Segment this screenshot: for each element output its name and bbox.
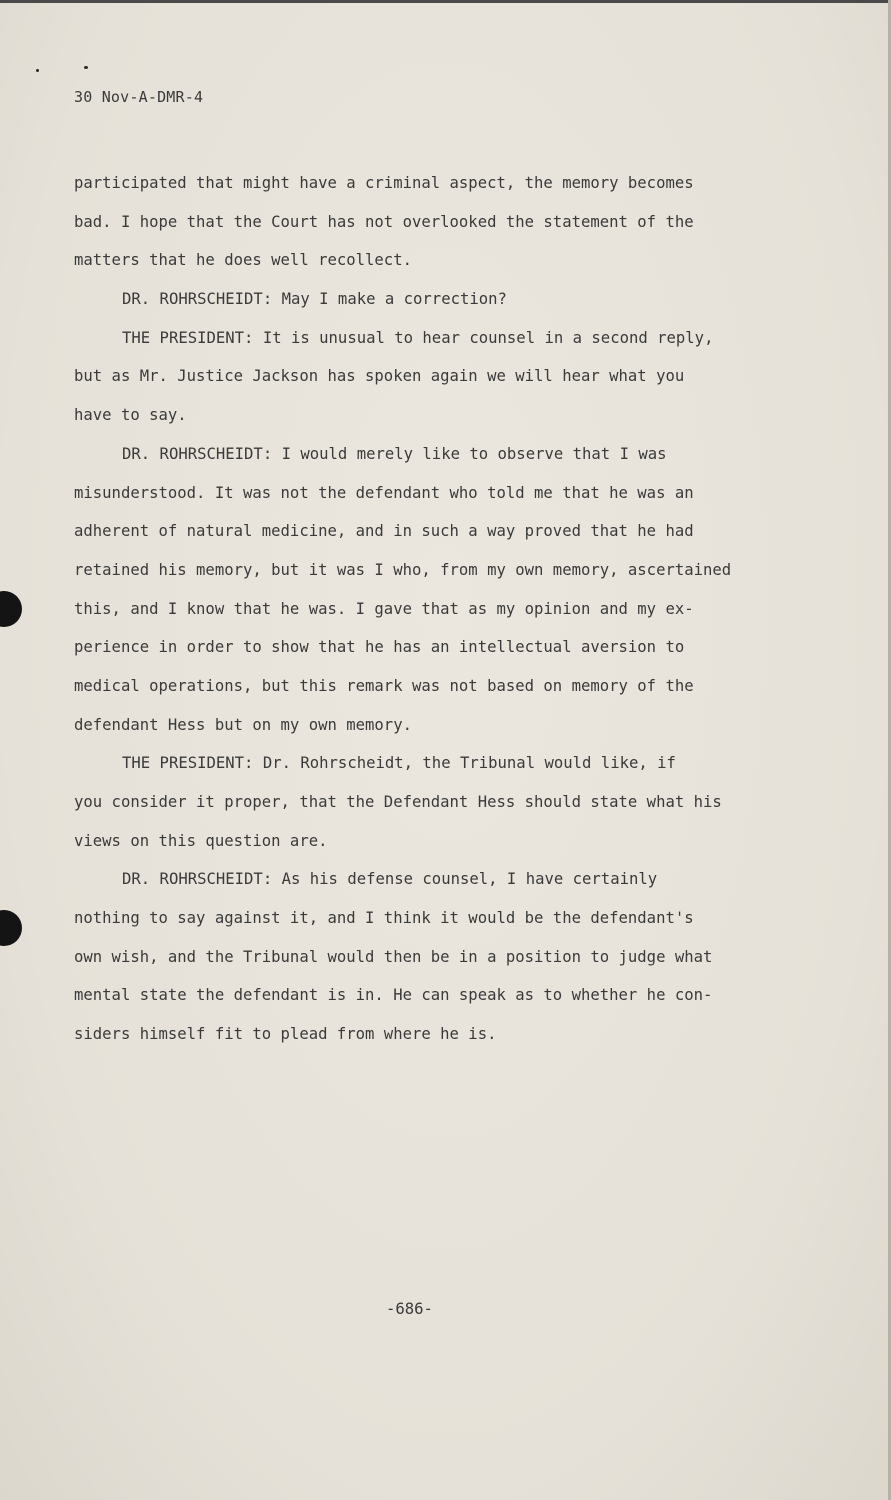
transcript-line: have to say. — [74, 406, 187, 425]
transcript-line: DR. ROHRSCHEIDT: As his defense counsel, I have certainly — [122, 870, 658, 889]
document-reference-code: 30 Nov-A-DMR-4 — [74, 88, 204, 106]
transcript-line: defendant Hess but on my own memory. — [74, 715, 412, 734]
transcript-line: mental state the defendant is in. He can speak as to whether he con- — [74, 986, 713, 1005]
transcript-line: THE PRESIDENT: It is unusual to hear counsel in a second reply, — [122, 328, 714, 347]
ink-speck — [84, 66, 88, 69]
transcript-line: views on this question are. — [74, 831, 328, 850]
transcript-line: bad. I hope that the Court has not overlooked the statement of the — [74, 212, 694, 231]
page-number: -686- — [386, 1300, 433, 1318]
transcript-line: perience in order to show that he has an intellectual aversion to — [74, 638, 685, 657]
transcript-line: DR. ROHRSCHEIDT: I would merely like to observe that I was — [122, 444, 667, 463]
transcript-line: you consider it proper, that the Defendant Hess should state what his — [74, 793, 722, 811]
transcript-line: medical operations, but this remark was not based on memory of the — [74, 676, 694, 695]
transcript-line: matters that he does well recollect. — [74, 251, 412, 270]
transcript-line: own wish, and the Tribunal would then be in a position to judge what — [74, 947, 713, 966]
transcript-line: this, and I know that he was. I gave that as my opinion and my ex- — [74, 599, 694, 618]
binder-punch-hole — [0, 910, 22, 946]
transcript-line: adherent of natural medicine, and in such a way proved that he had — [74, 522, 694, 541]
transcript-line: retained his memory, but it was I who, from my own memory, ascertained — [74, 560, 732, 579]
transcript-line: DR. ROHRSCHEIDT: May I make a correction? — [122, 290, 507, 309]
transcript-line: but as Mr. Justice Jackson has spoken again we will hear what you — [74, 367, 685, 386]
transcript-line: siders himself fit to plead from where he is. — [74, 1025, 497, 1044]
transcript-line: nothing to say against it, and I think it would be the defendant's — [74, 909, 694, 928]
transcript-line: misunderstood. It was not the defendant who told me that he was an — [74, 483, 694, 502]
transcript-body — [74, 164, 764, 1054]
ink-speck — [36, 69, 39, 72]
page-top-edge — [0, 0, 891, 3]
binder-punch-hole — [0, 591, 22, 627]
transcript-line: THE PRESIDENT: Dr. Rohrscheidt, the Tribunal would like, if — [122, 754, 676, 773]
transcript-line: participated that might have a criminal aspect, the memory becomes — [74, 174, 694, 192]
